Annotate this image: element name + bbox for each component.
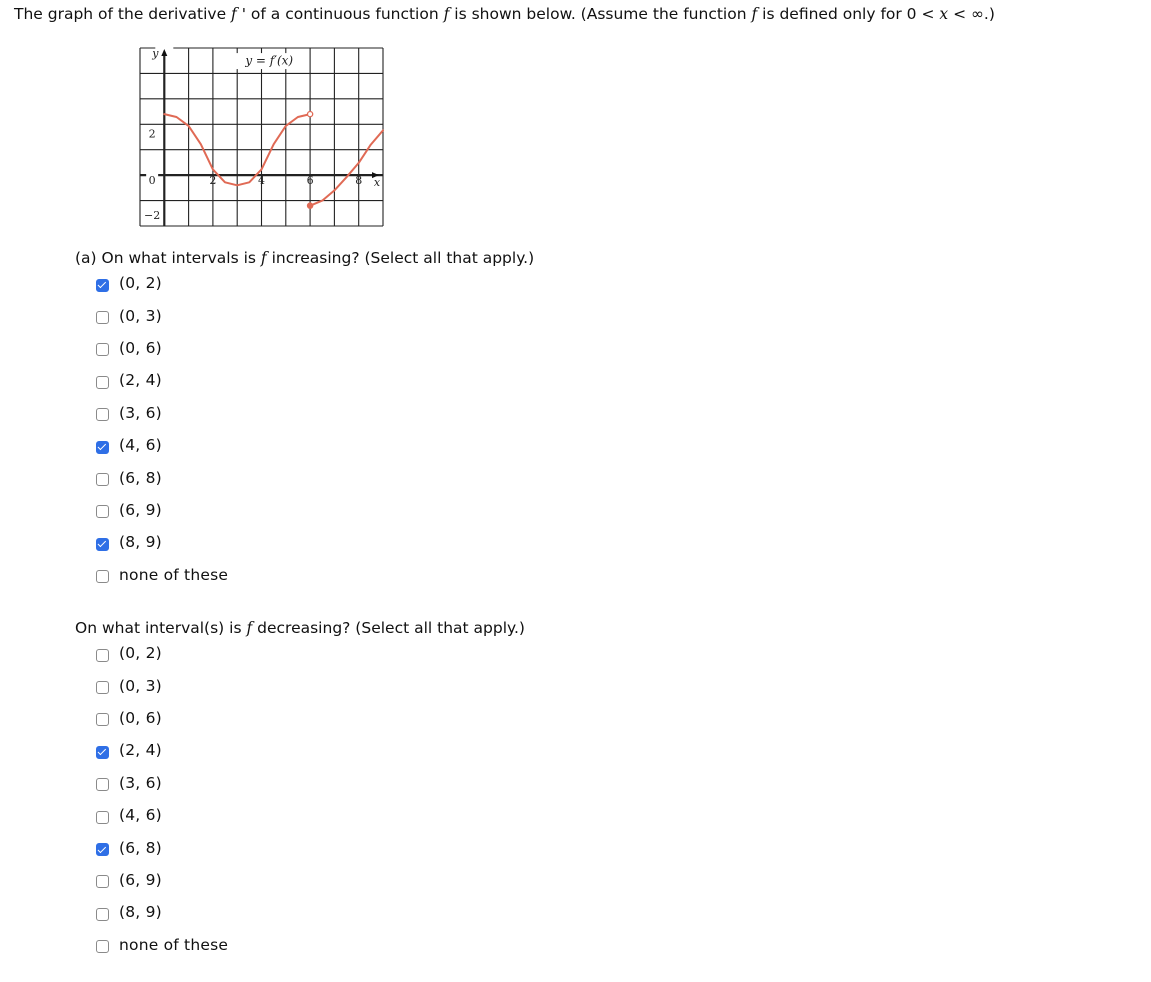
- y-tick-label: −2: [144, 208, 161, 222]
- checkbox[interactable]: [96, 875, 109, 888]
- x-tick-label: 6: [306, 174, 314, 188]
- option-row[interactable]: [96, 397, 228, 429]
- option-label[interactable]: (6, 8): [119, 838, 162, 857]
- x-tick-label: 0: [148, 174, 156, 188]
- option-row[interactable]: [96, 332, 228, 364]
- option-label[interactable]: (3, 6): [119, 773, 162, 792]
- option-row[interactable]: [96, 494, 228, 526]
- checkbox[interactable]: [96, 713, 109, 726]
- option-label[interactable]: (0, 3): [119, 676, 162, 695]
- checkbox-checked[interactable]: [96, 279, 109, 292]
- option-row[interactable]: [96, 929, 228, 961]
- option-row[interactable]: [96, 896, 228, 928]
- option-row[interactable]: [96, 461, 228, 493]
- option-label[interactable]: (0, 6): [119, 708, 162, 727]
- option-row[interactable]: [96, 637, 228, 669]
- derivative-graph: [138, 45, 386, 229]
- option-label[interactable]: (8, 9): [119, 903, 162, 922]
- decreasing-options: [96, 637, 228, 961]
- option-row[interactable]: [96, 559, 228, 591]
- checkbox-checked[interactable]: [96, 538, 109, 551]
- option-row[interactable]: [96, 831, 228, 863]
- checkbox[interactable]: [96, 649, 109, 662]
- checkbox[interactable]: [96, 343, 109, 356]
- increasing-question: (a) On what intervals is f increasing? (Select all that apply.): [75, 249, 535, 267]
- checkbox[interactable]: [96, 311, 109, 324]
- checkbox-checked[interactable]: [96, 746, 109, 759]
- chart-title: y = f′(x): [245, 53, 294, 68]
- checkbox[interactable]: [96, 376, 109, 389]
- decreasing-question: On what interval(s) is f decreasing? (Select all that apply.): [75, 619, 525, 637]
- option-row[interactable]: [96, 526, 228, 558]
- option-row[interactable]: [96, 299, 228, 331]
- option-row[interactable]: [96, 799, 228, 831]
- x-tick-label: 2: [209, 174, 217, 188]
- option-label[interactable]: (0, 3): [119, 306, 162, 325]
- x-tick-label: 4: [258, 174, 265, 188]
- option-label[interactable]: (0, 6): [119, 338, 162, 357]
- checkbox[interactable]: [96, 473, 109, 486]
- option-row[interactable]: [96, 267, 228, 299]
- checkbox-checked[interactable]: [96, 843, 109, 856]
- option-row[interactable]: [96, 864, 228, 896]
- option-label[interactable]: (2, 4): [119, 741, 162, 760]
- question-intro: The graph of the derivative f ' of a continuous function f is shown below. (Assume the function f is defined only for 0 < x < ∞.): [14, 5, 995, 23]
- increasing-options: [96, 267, 228, 591]
- option-row[interactable]: [96, 767, 228, 799]
- option-label[interactable]: (0, 2): [119, 274, 162, 293]
- checkbox[interactable]: [96, 681, 109, 694]
- x-tick-label: 8: [355, 174, 363, 188]
- checkbox[interactable]: [96, 505, 109, 518]
- option-label[interactable]: (4, 6): [119, 806, 162, 825]
- checkbox[interactable]: [96, 778, 109, 791]
- checkbox[interactable]: [96, 570, 109, 583]
- checkbox[interactable]: [96, 408, 109, 421]
- option-label[interactable]: (6, 9): [119, 500, 162, 519]
- open-endpoint: [308, 112, 313, 117]
- closed-endpoint: [308, 203, 313, 208]
- y-axis-label: y: [152, 47, 159, 60]
- option-row[interactable]: [96, 364, 228, 396]
- option-row[interactable]: [96, 734, 228, 766]
- option-label[interactable]: (6, 8): [119, 468, 162, 487]
- option-label[interactable]: (0, 2): [119, 644, 162, 663]
- option-row[interactable]: [96, 702, 228, 734]
- option-label[interactable]: (8, 9): [119, 533, 162, 552]
- curve-piece2: [310, 130, 383, 205]
- checkbox[interactable]: [96, 940, 109, 953]
- option-row[interactable]: [96, 429, 228, 461]
- checkbox-checked[interactable]: [96, 441, 109, 454]
- option-label[interactable]: (6, 9): [119, 870, 162, 889]
- option-row[interactable]: [96, 669, 228, 701]
- y-tick-label: 2: [148, 127, 156, 141]
- option-label[interactable]: (2, 4): [119, 371, 162, 390]
- option-label[interactable]: none of these: [119, 935, 229, 954]
- x-axis-label: x: [373, 176, 381, 190]
- option-label[interactable]: (3, 6): [119, 403, 162, 422]
- option-label[interactable]: (4, 6): [119, 436, 162, 455]
- checkbox[interactable]: [96, 908, 109, 921]
- checkbox[interactable]: [96, 811, 109, 824]
- option-label[interactable]: none of these: [119, 565, 229, 584]
